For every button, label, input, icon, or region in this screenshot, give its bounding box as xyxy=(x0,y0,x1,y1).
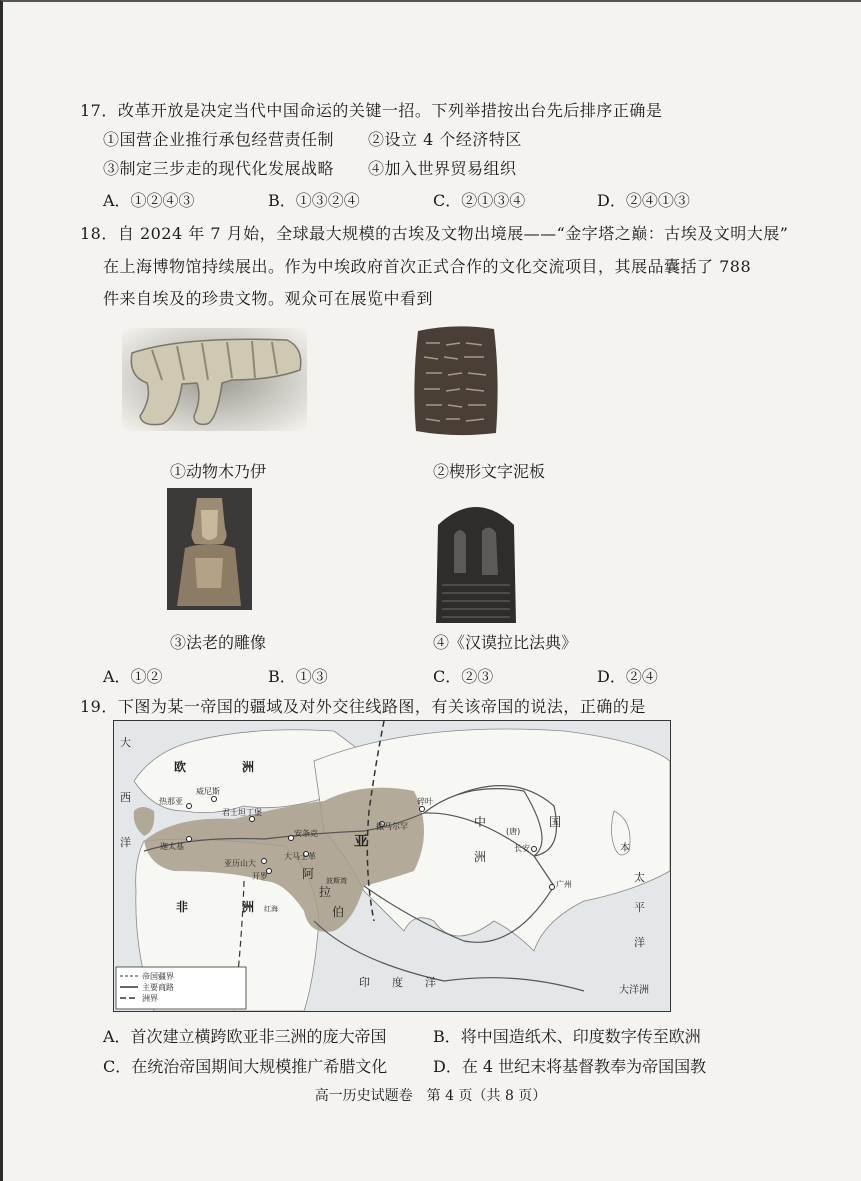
label-oceania: 大洋洲 xyxy=(619,985,649,996)
q17-item-3: ③制定三步走的现代化发展战略 xyxy=(103,159,335,178)
q18-option-c: C．②③ xyxy=(433,667,494,686)
animal-mummy-photo xyxy=(122,328,307,431)
legend-empire-boundary: 帝国疆界 xyxy=(142,972,174,981)
label-atlantic-3: 洋 xyxy=(120,836,131,849)
q17-option-d: D．②④①③ xyxy=(597,191,690,210)
label-arabia-1: 阿 xyxy=(302,867,315,881)
caption-animal-mummy: ①动物木乃伊 xyxy=(170,462,267,481)
caption-cuneiform-tablet: ②楔形文字泥板 xyxy=(433,462,546,481)
q17-item-1: ①国营企业推行承包经营责任制 xyxy=(103,130,335,149)
label-antioch: 安条克 xyxy=(294,829,318,838)
label-carthage: 迦太基 xyxy=(160,842,184,851)
q18-stem-line-2: 在上海博物馆持续展出。作为中埃政府首次正式合作的文化交流项目，其展品囊括了 788 xyxy=(103,257,752,276)
q17-stem: 17．改革开放是决定当代中国命运的关键一招。下列举措按出台先后排序正确是 xyxy=(80,101,663,120)
label-asia: 亚 xyxy=(354,834,368,850)
empire-map xyxy=(113,720,671,1012)
label-africa: 非 xyxy=(176,900,189,914)
q19-option-b: B．将中国造纸术、印度数字传至欧洲 xyxy=(433,1027,701,1046)
q19-option-d: D．在 4 世纪末将基督教奉为帝国国教 xyxy=(433,1057,707,1076)
label-guangzhou: 广州 xyxy=(556,880,572,889)
label-red-sea: 红海 xyxy=(264,905,278,913)
label-genoa: 热那亚 xyxy=(159,797,183,806)
page-footer: 高一历史试题卷 第 4 页（共 8 页） xyxy=(314,1088,547,1104)
label-tang: (唐) xyxy=(506,827,521,836)
legend-trade-routes: 主要商路 xyxy=(142,983,174,992)
label-changan: 长安 xyxy=(514,844,530,853)
label-arabia-3: 伯 xyxy=(332,905,345,919)
label-indian-ocean: 印 度 洋 xyxy=(359,976,436,989)
q18-stem-line-3: 件来自埃及的珍贵文物。观众可在展览中看到 xyxy=(103,289,434,308)
label-pacific-3: 洋 xyxy=(634,936,645,949)
q18-option-b: B．①③ xyxy=(268,667,328,686)
cuneiform-tablet-photo xyxy=(410,323,500,438)
q17-item-2: ②设立 4 个经济特区 xyxy=(368,130,522,149)
label-persian-gulf: 波斯湾 xyxy=(326,877,347,885)
caption-hammurabi-code: ④《汉谟拉比法典》 xyxy=(433,633,578,652)
q17-option-b: B．①③②④ xyxy=(268,191,360,210)
label-venice: 威尼斯 xyxy=(196,787,220,796)
label-damascus: 大马士革 xyxy=(284,852,316,861)
q17-option-a: A．①②④③ xyxy=(103,191,195,210)
q18-option-a: A．①② xyxy=(103,667,163,686)
label-atlantic-2: 西 xyxy=(120,791,131,804)
hammurabi-code-photo xyxy=(432,495,520,623)
q19-option-c: C．在统治帝国期间大规模推广希腊文化 xyxy=(103,1057,388,1076)
caption-pharaoh-statue: ③法老的雕像 xyxy=(170,633,267,652)
q17-item-4: ④加入世界贸易组织 xyxy=(368,159,517,178)
label-china-2: 国 xyxy=(549,815,562,829)
label-asia-2: 洲 xyxy=(474,850,487,864)
label-japan: 本 xyxy=(620,843,630,854)
label-constantinople: 君士坦丁堡 xyxy=(222,808,262,817)
q18-stem-line-1: 18．自 2024 年 7 月始，全球最大规模的古埃及文物出境展——“金字塔之巅：古埃及文明大展” xyxy=(80,224,789,243)
label-africa-2: 洲 xyxy=(242,900,255,914)
q19-option-a: A．首次建立横跨欧亚非三洲的庞大帝国 xyxy=(103,1027,387,1046)
label-atlantic-1: 大 xyxy=(120,736,131,749)
q19-stem: 19．下图为某一帝国的疆域及对外交往线路图，有关该帝国的说法，正确的是 xyxy=(80,697,646,716)
label-cairo: 开罗 xyxy=(252,872,268,881)
label-arabia-2: 拉 xyxy=(319,885,332,899)
map-legend xyxy=(116,967,246,1009)
label-europe: 欧 xyxy=(174,760,187,774)
q18-option-d: D．②④ xyxy=(597,667,658,686)
label-alexandria: 亚历山大 xyxy=(224,859,256,868)
q17-option-c: C．②①③④ xyxy=(433,191,526,210)
legend-continent-boundary: 洲界 xyxy=(142,994,158,1003)
label-pacific-2: 平 xyxy=(634,901,645,914)
label-samarkand: 撒马尔罕 xyxy=(376,822,408,831)
pharaoh-statue-photo xyxy=(167,488,252,610)
label-suiye: 碎叶 xyxy=(417,797,433,806)
label-pacific-1: 太 xyxy=(634,871,645,884)
label-china: 中 xyxy=(474,815,487,829)
label-europe-2: 洲 xyxy=(242,760,255,774)
